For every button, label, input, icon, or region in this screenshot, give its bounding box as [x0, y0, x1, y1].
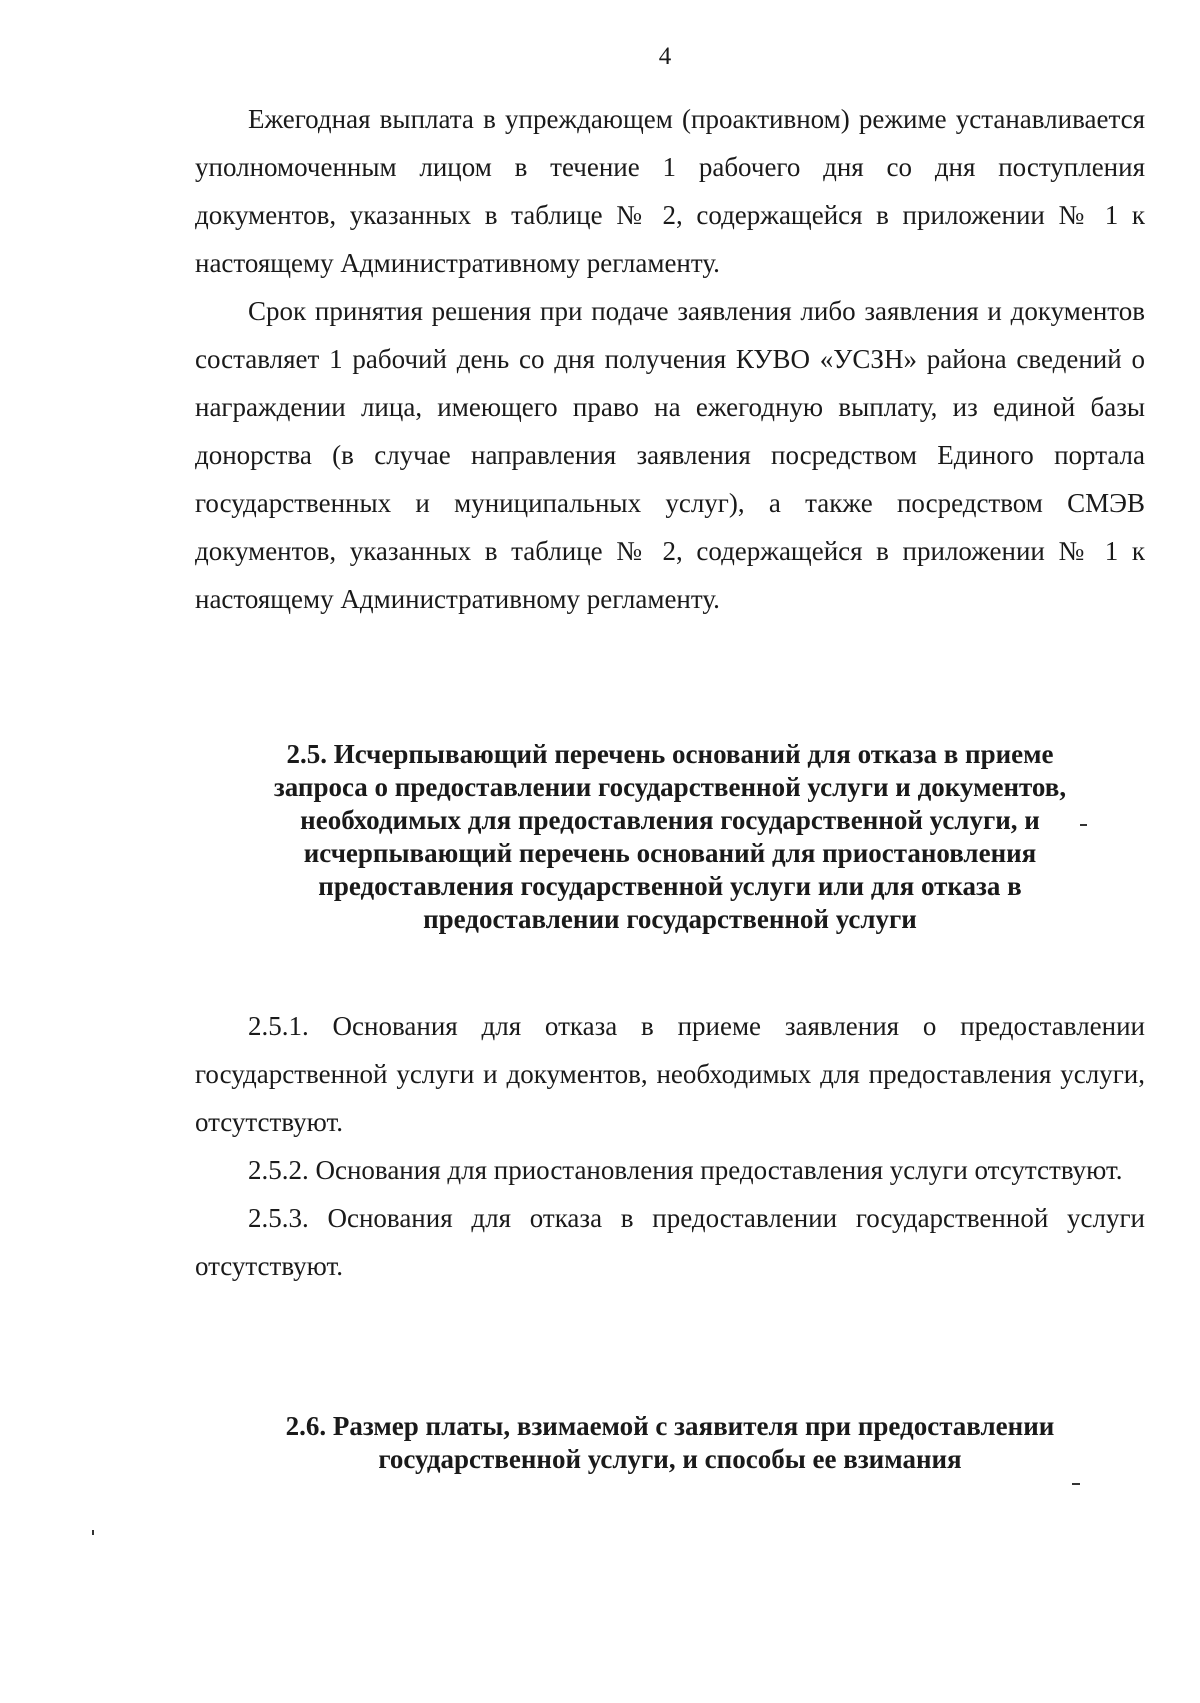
- scan-speck: [1080, 824, 1087, 826]
- section-heading-2-5: [195, 738, 1145, 936]
- heading-line: запроса о предоставлении государственной услуги и документов,: [273, 772, 1067, 802]
- heading-line: государственной услуги, и способы ее взимания: [378, 1444, 962, 1474]
- heading-line: 2.5. Исчерпывающий перечень оснований для отказа в приеме: [286, 739, 1054, 769]
- section-heading-2-6: [195, 1410, 1145, 1476]
- paragraph-2-5-2: 2.5.2. Основания для приостановления предоставления услуги отсутствуют.: [248, 1155, 1123, 1185]
- text-block-top: [195, 95, 1145, 623]
- scan-speck: [92, 1530, 94, 1535]
- paragraph-2-5-3: 2.5.3. Основания для отказа в предоставлении государственной услуги отсутствуют.: [195, 1203, 1145, 1281]
- heading-line: предоставлении государственной услуги: [423, 904, 917, 934]
- heading-line: исчерпывающий перечень оснований для приостановления: [303, 838, 1037, 868]
- page-number: 4: [658, 43, 672, 70]
- scan-speck: [1072, 1483, 1080, 1485]
- paragraph-2-5-1: 2.5.1. Основания для отказа в приеме заявления о предоставлении государственной услуги и документов, необходимых для предоставления услуги, отсутствуют.: [195, 1011, 1145, 1137]
- paragraph-decision-term: Срок принятия решения при подаче заявления либо заявления и документов составляет 1 рабочий день со дня получения КУВО «УСЗН» района сведений о награждении лица, имеющего право на ежегодную выплату, из единой базы донорства (в случае направления заявления посредством Единого портала государственных и муниципальных услуг), а также посредством СМЭВ документов, указанных в таблице № 2, содержащейся в приложении № 1 к настоящему Административному регламенту.: [195, 296, 1145, 614]
- heading-line: 2.6. Размер платы, взимаемой с заявителя при предоставлении: [285, 1411, 1055, 1441]
- heading-line: необходимых для предоставления государственной услуги, и: [300, 805, 1040, 835]
- text-block-2-5: [195, 1002, 1145, 1290]
- paragraph-annual-payment: Ежегодная выплата в упреждающем (проактивном) режиме устанавливается уполномоченным лицом в течение 1 рабочего дня со дня поступления документов, указанных в таблице № 2, содержащейся в приложении № 1 к настоящему Административному регламенту.: [195, 104, 1145, 278]
- heading-line: предоставления государственной услуги или для отказа в: [318, 871, 1022, 901]
